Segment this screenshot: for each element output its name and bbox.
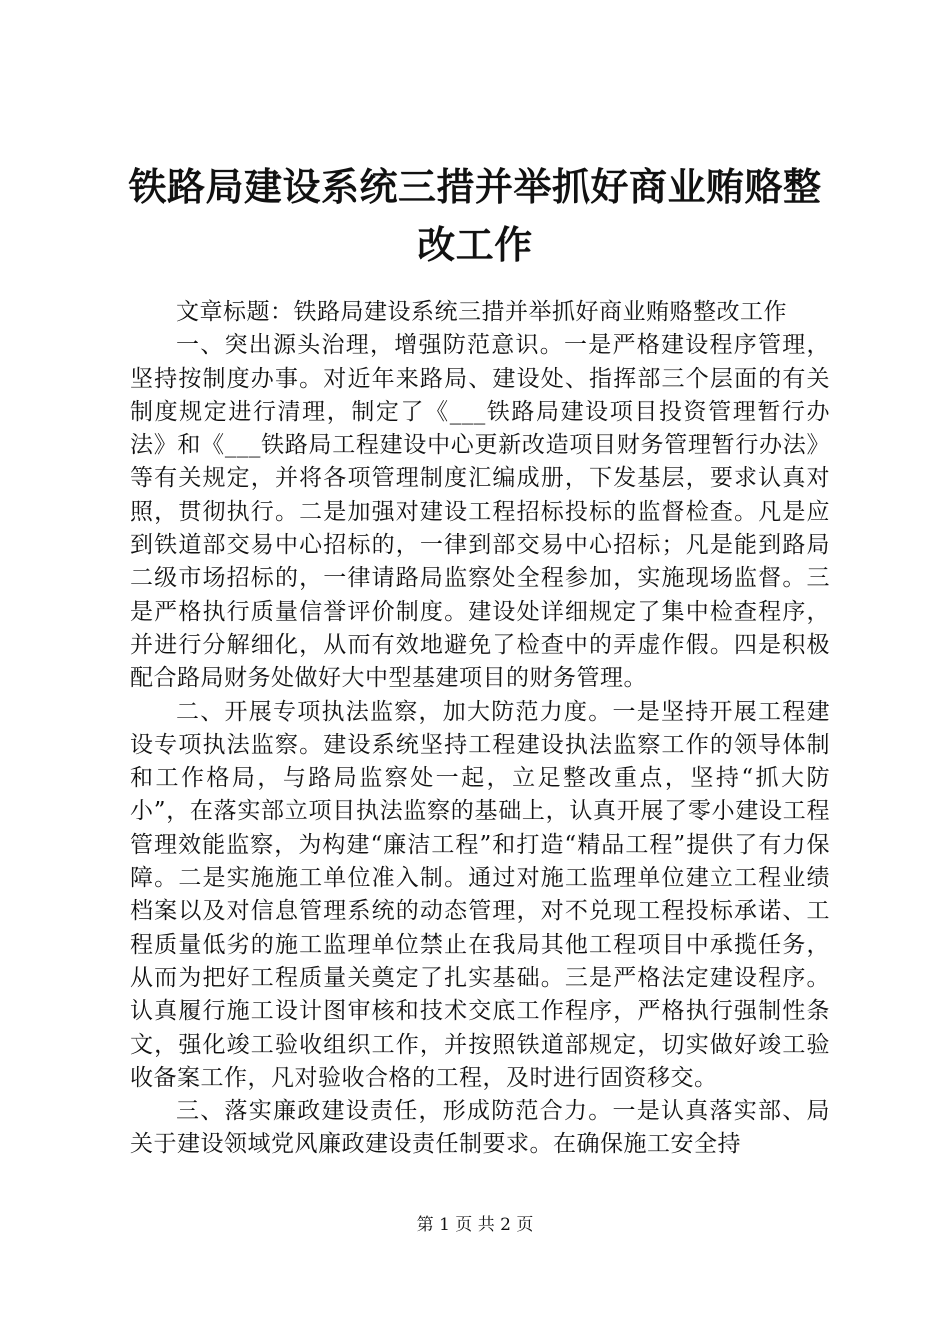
document-title: 铁路局建设系统三措并举抓好商业贿赂整改工作	[128, 165, 822, 267]
paragraph-section-1: 一、突出源头治理，增强防范意识。一是严格建设程序管理，坚持按制度办事。对近年来路局、建设处、指挥部三个层面的有关制度规定进行清理，制定了《___铁路局建设项目投资管理暂行办法》和《___铁路局工程建设中心更新改造项目财务管理暂行办法》等有关规定，并将各项管理制度汇编成册，下发基层，要求认真对照，贯彻执行。二是加强对建设工程招标投标的监督检查。凡是应到铁道部交易中心招标的，一律到部交易中心招标；凡是能到路局二级市场招标的，一律请路局监察处全程参加，实施现场监督。三是严格执行质量信誉评价制度。建设处详细规定了集中检查程序，并进行分解细化，从而有效地避免了检查中的弄虚作假。四是积极配合路局财务处做好大中型基建项目的财务管理。	[130, 332, 830, 692]
document-body	[130, 296, 830, 1162]
paragraph-section-3: 三、落实廉政建设责任，形成防范合力。一是认真落实部、局关于建设领域党风廉政建设责任制要求。在确保施工安全持	[130, 1098, 830, 1158]
article-title-line: 文章标题：铁路局建设系统三措并举抓好商业贿赂整改工作	[176, 299, 787, 325]
paragraph-section-2: 二、开展专项执法监察，加大防范力度。一是坚持开展工程建设专项执法监察。建设系统坚持工程建设执法监察工作的领导体制和工作格局，与路局监察处一起，立足整改重点，坚持“抓大防小”，在落实部立项目执法监察的基础上，认真开展了零小建设工程管理效能监察，为构建“廉洁工程”和打造“精品工程”提供了有力保障。二是实施施工单位准入制。通过对施工监理单位建立工程业绩档案以及对信息管理系统的动态管理，对不兑现工程投标承诺、工程质量低劣的施工监理单位禁止在我局其他工程项目中承揽任务，从而为把好工程质量关奠定了扎实基础。三是严格法定建设程序。认真履行施工设计图审核和技术交底工作程序，严格执行强制性条文，强化竣工验收组织工作，并按照铁道部规定，切实做好竣工验收备案工作，凡对验收合格的工程，及时进行固资移交。	[130, 698, 830, 1091]
page-number-footer: 第 1 页 共 2 页	[416, 1215, 534, 1235]
